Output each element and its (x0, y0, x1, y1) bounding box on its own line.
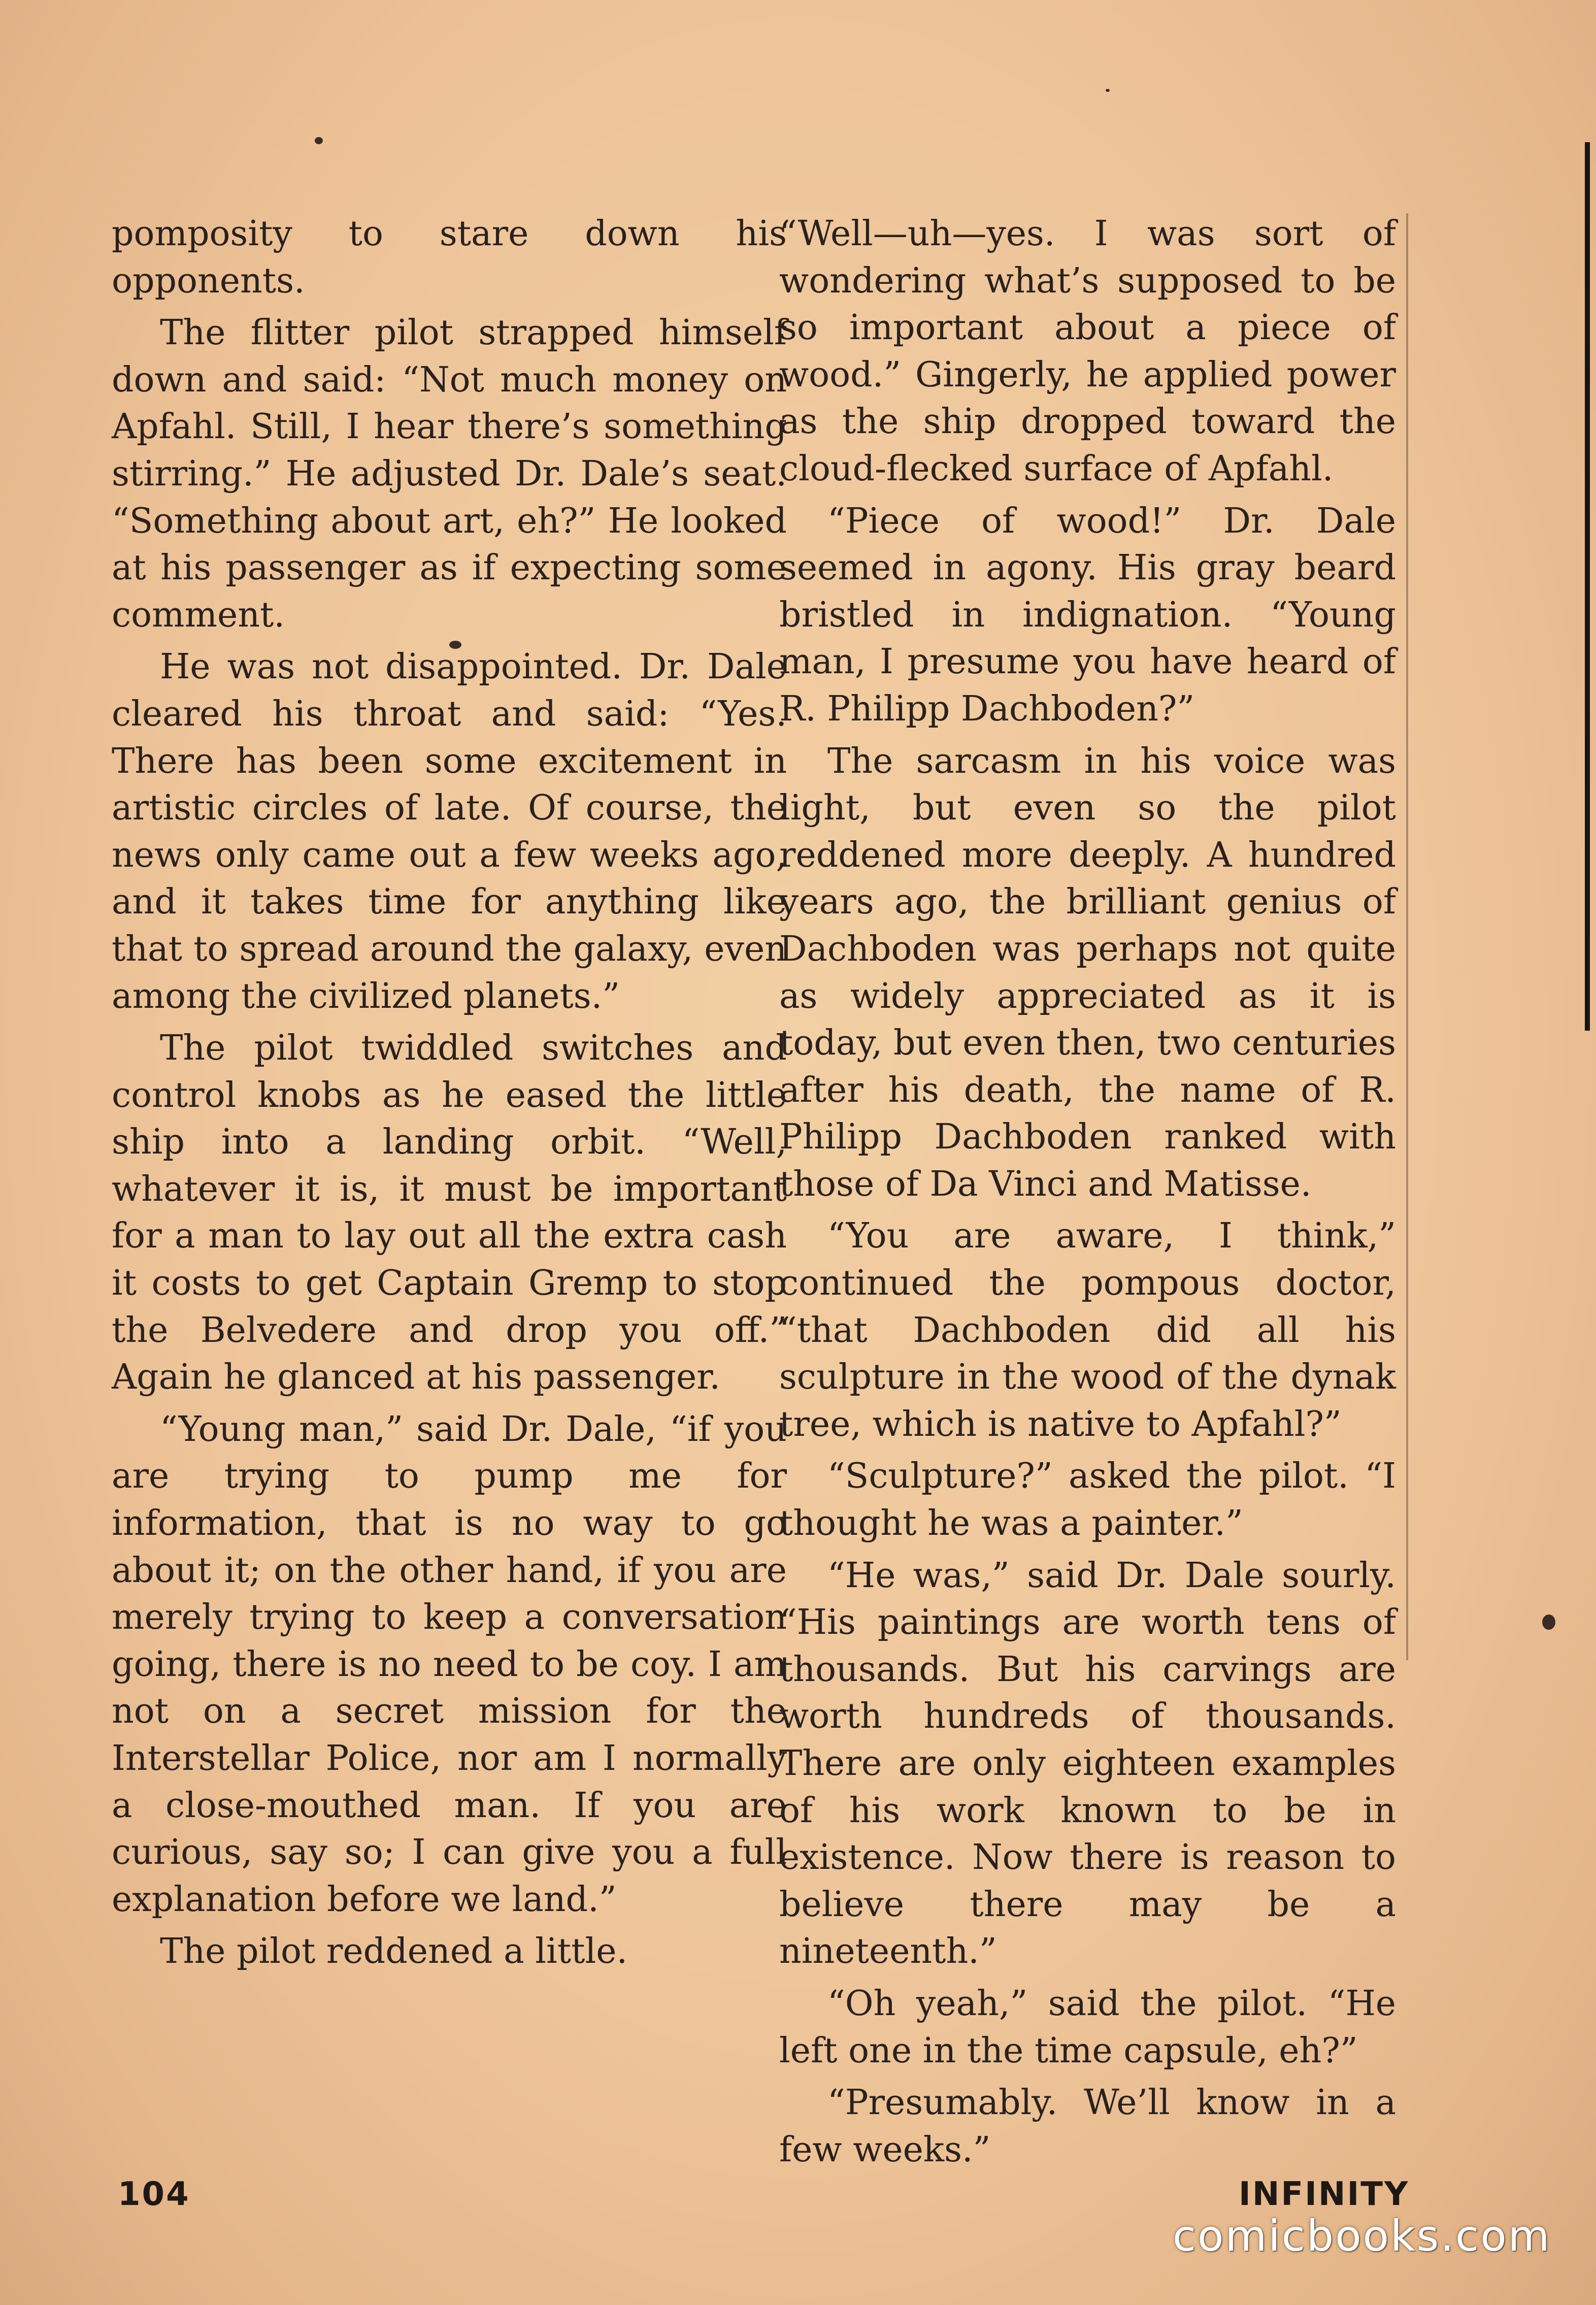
paper-speck (315, 137, 323, 144)
paragraph: “Presumably. We’ll know in a few weeks.” (779, 2083, 1396, 2170)
paragraph: “He was,” said Dr. Dale sourly. “His paintings are worth tens of thousands. But his carvings are worth hundreds of thousands. There are only eighteen examples of his work known to be in existence. Now there is reason to believe there may be a nineteenth.” (779, 1555, 1396, 1972)
right-text-column (779, 211, 1396, 2179)
paragraph: “Young man,” said Dr. Dale, “if you are trying to pump me for information, that is no way to go about it; on the other hand, if you are merely trying to keep a conversation going, there is no need to be coy. I am not on a secret mission for the Interstellar Police, nor am I normally a close-mouthed man. If you are curious, say so; I can give you a full explanation before we land.” (112, 1409, 787, 1920)
page-edge-rule (1585, 142, 1590, 1031)
magazine-title: INFINITY (1239, 2176, 1410, 2213)
watermark: comicbooks.com (1173, 2211, 1551, 2261)
paragraph: He was not disappointed. Dr. Dale cleared his throat and said: “Yes. There has been some excitement in artistic circles of late. Of course, the news only came out a few weeks ago, and it takes time for anything like that to spread around the galaxy, even among the civilized planets.” (112, 647, 787, 1016)
paragraph: “You are aware, I think,” continued the pompous doctor, “that Dachboden did all his sculpture in the wood of the dynak tree, which is native to Apfahl?” (779, 1216, 1396, 1444)
page-number: 104 (118, 2176, 190, 2213)
paper-speck (1106, 89, 1110, 92)
paragraph: “Sculpture?” asked the pilot. “I thought he was a painter.” (779, 1456, 1396, 1544)
paragraph: pomposity to stare down his opponents. (112, 214, 787, 301)
column-edge-line (1406, 213, 1408, 1660)
paragraph: “Piece of wood!” Dr. Dale seemed in agony. His gray beard bristled in indignation. “Young man, I presume you have heard of R. Philipp Dachboden?” (779, 501, 1396, 729)
paragraph: “Well—uh—yes. I was sort of wondering what’s supposed to be so important about a piece of wood.” Gingerly, he applied power as the ship dropped toward the cloud-flecked surface of Apfahl. (779, 214, 1396, 489)
left-text-column (112, 211, 787, 1981)
paragraph: The flitter pilot strapped himself down and said: “Not much money on Apfahl. Still, I hear there’s something stirring.” He adjusted Dr. Dale’s seat. “Something about art, eh?” He looked at his passenger as if expecting some comment. (112, 313, 787, 635)
paragraph: The sarcasm in his voice was light, but even so the pilot reddened more deeply. A hundred years ago, the brilliant genius of Dachboden was perhaps not quite as widely appreciated as it is today, but even then, two centuries after his death, the name of R. Philipp Dachboden ranked with those of Da Vinci and Matisse. (779, 741, 1396, 1204)
paper-speck (1542, 1615, 1555, 1630)
paragraph: “Oh yeah,” said the pilot. “He left one in the time capsule, eh?” (779, 1983, 1396, 2071)
paragraph: The pilot twiddled switches and control knobs as he eased the little ship into a landing orbit. “Well, whatever it is, it must be important for a man to lay out all the extra cash it costs to get Captain Gremp to stop the Belvedere and drop you off.” Again he glanced at his passenger. (112, 1028, 787, 1398)
paragraph: The pilot reddened a little. (160, 1931, 628, 1972)
